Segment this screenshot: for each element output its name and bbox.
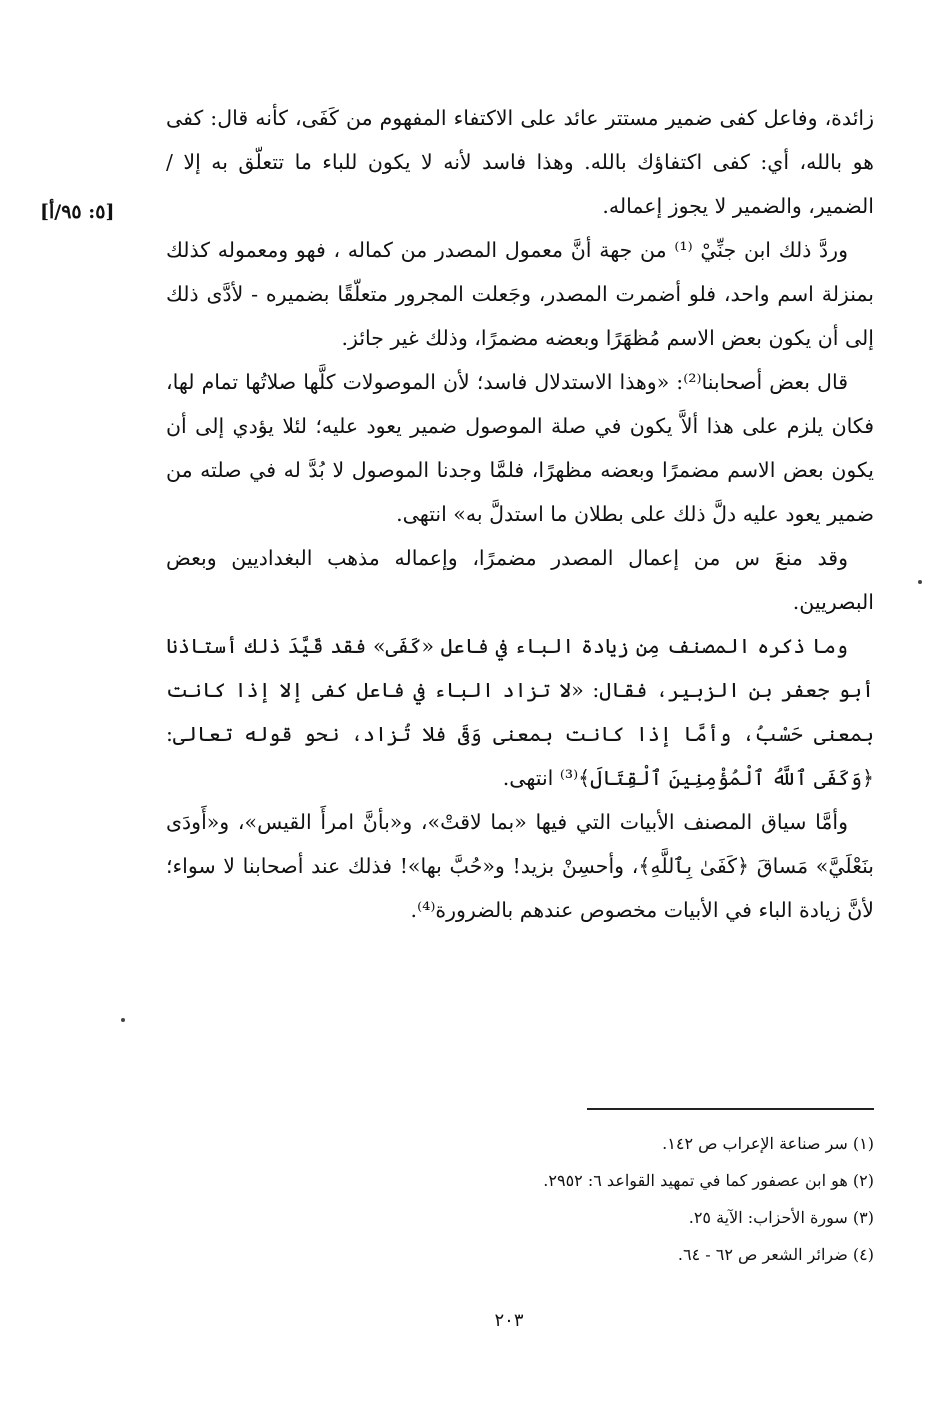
paragraph-2: وردَّ ذلك ابن جنِّيْ ⁽¹⁾ من جهة أنَّ معمول المصدر من كماله ، فهو ومعموله كذلك بمنزلة اسم واحد، فلو أضمرت المصدر، وجَعلت المجرور متعلّقًا بضميره - لأدَّى ذلك إلى أن يكون بعض الاسم مُظهَرًا وبعضه مضمرًا، وذلك غير جائز. [166,238,874,350]
paragraph-1: زائدة، وفاعل كفى ضمير مستتر عائد على الاكتفاء المفهوم من كَفَى، كأنه قال: كفى هو بالله، أي: كفى اكتفاؤك بالله. وهذا فاسد لأنه لا يكون للباء ما تتعلّق به إلا /الضمير، والضمير لا يجوز إعماله. [166,106,874,218]
footnotes [400,1125,874,1273]
scan-speck [121,1018,125,1022]
footnote-1: (١) سر صناعة الإعراب ص ١٤٢. [662,1134,874,1153]
scan-speck [918,580,922,584]
main-text [166,96,874,932]
footnote-separator [587,1108,874,1110]
paragraph-6: وأمَّا سياق المصنف الأبيات التي فيها «بما لاقتْ»، و«بأنَّ امرأَ القيس»، و«أَودَى بنَعْلَيَّ» مَساقَ ﴿كَفَىٰ بِٱللَّهِ﴾، وأحسِنْ بزيد! و«حُبَّ بها»! فذلك عند أصحابنا لا سواء؛ لأنَّ زيادة الباء في الأبيات مخصوص عندهم بالضرورة⁽⁴⁾. [166,810,874,922]
footnote-3: (٣) سورة الأحزاب: الآية ٢٥. [688,1208,874,1227]
paragraph-5: وما ذكره المصنف مِن زيادة الباء في فاعل «كَفَى» فقد قَيَّدَ ذلك أستاذنا أبو جعفر بن الزبير، فقال: «لا تزاد الباء في فاعل كفى إلا إذا كانت بمعنى حَسْبُ، وأمَّا إذا كانت بمعنى وَقَى فلا تُزاد، نحو قوله تعالى: ﴿وَكَفَى ٱللَّهُ ٱلْمُؤْمِنِينَ ٱلْقِتَالَ﴾⁽³⁾ انتهى. [166,634,874,790]
paragraph-3: قال بعض أصحابنا⁽²⁾: «وهذا الاستدلال فاسد؛ لأن الموصولات كلَّها صلاتُها تمام لها، فكان يلزم على هذا ألاَّ يكون في صلة الموصول ضمير يعود عليه؛ لئلا يؤدي إلى أن يكون بعض الاسم مضمرًا وبعضه مظهرًا، فلمَّا وجدنا الموصول لا بُدَّ له في صلته من ضمير يعود عليه دلَّ ذلك على بطلان ما استدلَّ به» انتهى. [166,370,874,526]
margin-manuscript-reference: [٥: ٩٥/أ] [40,201,115,223]
page-number: ٢٠٣ [494,1310,524,1331]
footnote-4: (٤) ضرائر الشعر ص ٦٢ - ٦٤. [677,1245,874,1264]
paragraph-4: وقد منعَ س من إعمال المصدر مضمرًا، وإعماله مذهب البغداديين وبعض البصريين. [166,546,874,614]
footnote-2: (٢) هو ابن عصفور كما في تمهيد القواعد ٦: ٢٩٥٢. [543,1171,874,1190]
